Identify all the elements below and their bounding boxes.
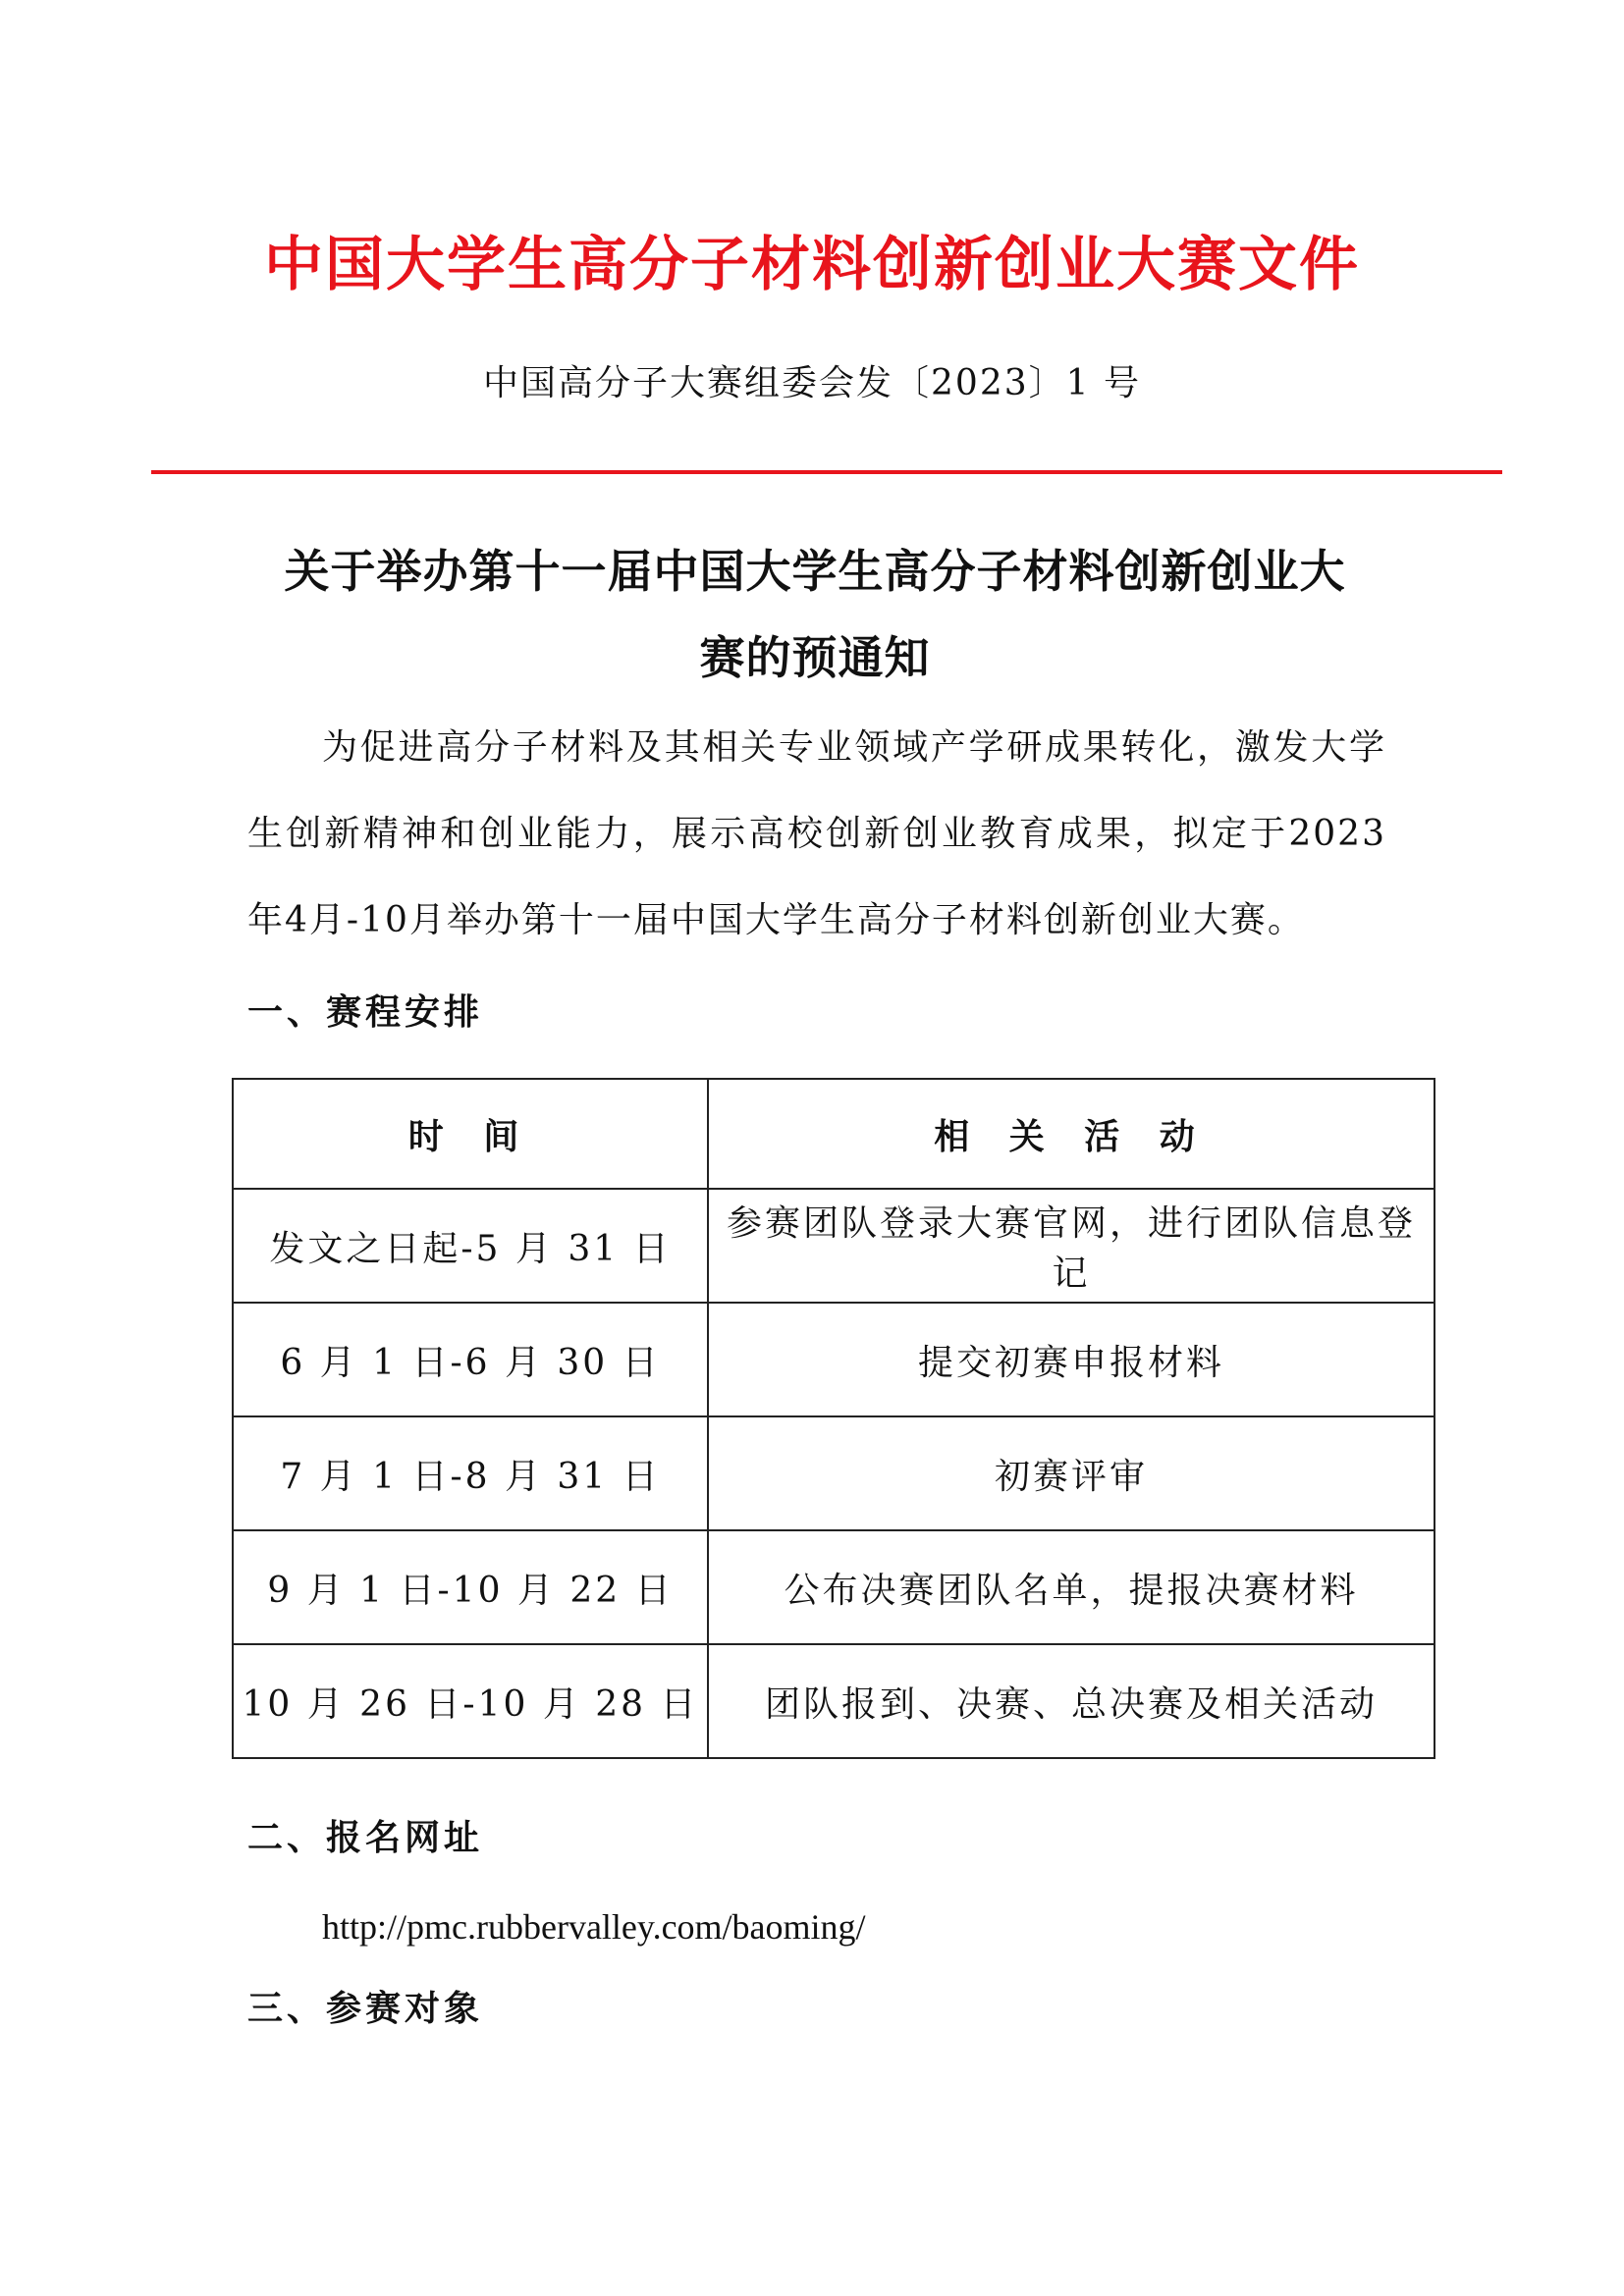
notice-title-line-1: 关于举办第十一届中国大学生高分子材料创新创业大: [284, 545, 1346, 598]
table-cell-activity: 参赛团队登录大赛官网，进行团队信息登记: [708, 1189, 1435, 1303]
table-cell-time: 7 月 1 日-8 月 31 日: [233, 1416, 708, 1530]
table-row: [233, 1530, 1435, 1644]
registration-url-link[interactable]: http://pmc.rubbervalley.com/baoming/: [322, 1907, 866, 1947]
table-cell-activity: 初赛评审: [708, 1416, 1435, 1530]
notice-title-line-2: 赛的预通知: [699, 631, 931, 684]
table-cell-activity: 公布决赛团队名单，提报决赛材料: [708, 1530, 1435, 1644]
table-cell-activity: 提交初赛申报材料: [708, 1303, 1435, 1416]
notice-title: [236, 528, 1394, 701]
schedule-table: [232, 1078, 1435, 1759]
section-heading-participants: 三、参赛对象: [247, 1989, 484, 2029]
table-cell-time: 6 月 1 日-6 月 30 日: [233, 1303, 708, 1416]
intro-paragraph: 为促进高分子材料及其相关专业领域产学研成果转化，激发大学生创新精神和创业能力，展示高校创新创业教育成果，拟定于2023年4月-10月举办第十一届中国大学生高分子材料创新创业大赛。: [247, 727, 1386, 940]
table-header-activity: 相 关 活 动: [708, 1079, 1435, 1189]
document-number: 中国高分子大赛组委会发〔2023〕1 号: [483, 363, 1141, 403]
table-cell-time: 9 月 1 日-10 月 22 日: [233, 1530, 708, 1644]
table-cell-activity: 团队报到、决赛、总决赛及相关活动: [708, 1644, 1435, 1758]
table-row: [233, 1644, 1435, 1758]
section-heading-registration: 二、报名网址: [247, 1818, 484, 1858]
table-cell-time: 10 月 26 日-10 月 28 日: [233, 1644, 708, 1758]
table-row: [233, 1303, 1435, 1416]
header-divider: [151, 470, 1502, 474]
table-header-row: [233, 1079, 1435, 1189]
table-row: [233, 1189, 1435, 1303]
document-header-title: 中国大学生高分子材料创新创业大赛文件: [264, 231, 1360, 299]
section-heading-schedule: 一、赛程安排: [247, 992, 484, 1033]
table-row: [233, 1416, 1435, 1530]
table-cell-time: 发文之日起-5 月 31 日: [233, 1189, 708, 1303]
table-header-time: 时 间: [233, 1079, 708, 1189]
